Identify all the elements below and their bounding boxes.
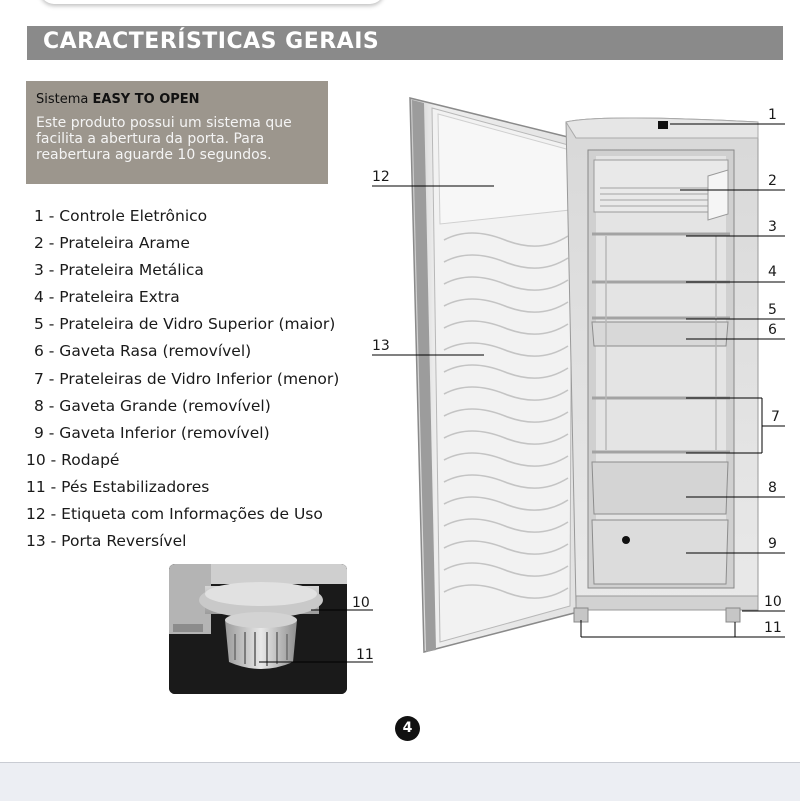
legend-item: 2 - Prateleira Arame — [34, 234, 190, 253]
section-title: CARACTERÍSTICAS GERAIS — [43, 29, 380, 54]
legend-item: 3 - Prateleira Metálica — [34, 261, 204, 280]
legend-item: 10 - Rodapé — [26, 450, 120, 469]
legend-item: 4 - Prateleira Extra — [34, 288, 180, 307]
legend-item: 5 - Prateleira de Vidro Superior (maior) — [34, 315, 336, 334]
inset-callout-10: 10 — [352, 595, 370, 611]
control-panel — [658, 121, 668, 129]
callout-1: 1 — [768, 107, 777, 123]
info-box-line: facilita a abertura da porta. Para — [36, 131, 265, 147]
callout-8: 8 — [768, 480, 777, 496]
legend-item: 7 - Prateleiras de Vidro Inferior (menor) — [34, 369, 340, 388]
inset-callout-11: 11 — [356, 647, 374, 663]
callout-2: 2 — [768, 173, 777, 189]
callout-12: 12 — [372, 169, 390, 185]
callout-4: 4 — [768, 264, 777, 280]
callout-3: 3 — [768, 219, 777, 235]
callout-13: 13 — [372, 338, 390, 354]
legend-item: 9 - Gaveta Inferior (removível) — [34, 423, 270, 442]
callout-7: 7 — [771, 409, 780, 425]
callout-9: 9 — [768, 536, 777, 552]
callout-5: 5 — [768, 302, 777, 318]
callout-6: 6 — [768, 322, 777, 338]
info-box-title-prefix: Sistema — [36, 92, 93, 107]
legend-item: 1 - Controle Eletrônico — [34, 207, 208, 225]
legend-item: 11 - Pés Estabilizadores — [26, 477, 210, 496]
info-box-title-bold: EASY TO OPEN — [92, 92, 200, 107]
legend-item: 6 - Gaveta Rasa (removível) — [34, 342, 252, 361]
callout-11: 11 — [764, 620, 782, 636]
footer-bar — [0, 762, 800, 801]
callout-10: 10 — [764, 594, 782, 610]
info-box-line: Este produto possui um sistema que — [36, 115, 292, 131]
legend-item: 8 - Gaveta Grande (removível) — [34, 396, 271, 415]
legend-item: 13 - Porta Reversível — [26, 532, 187, 551]
page-number-badge: 4 — [395, 716, 420, 741]
legend-item: 12 - Etiqueta com Informações de Uso — [26, 505, 323, 524]
info-box-line: reabertura aguarde 10 segundos. — [36, 147, 272, 163]
